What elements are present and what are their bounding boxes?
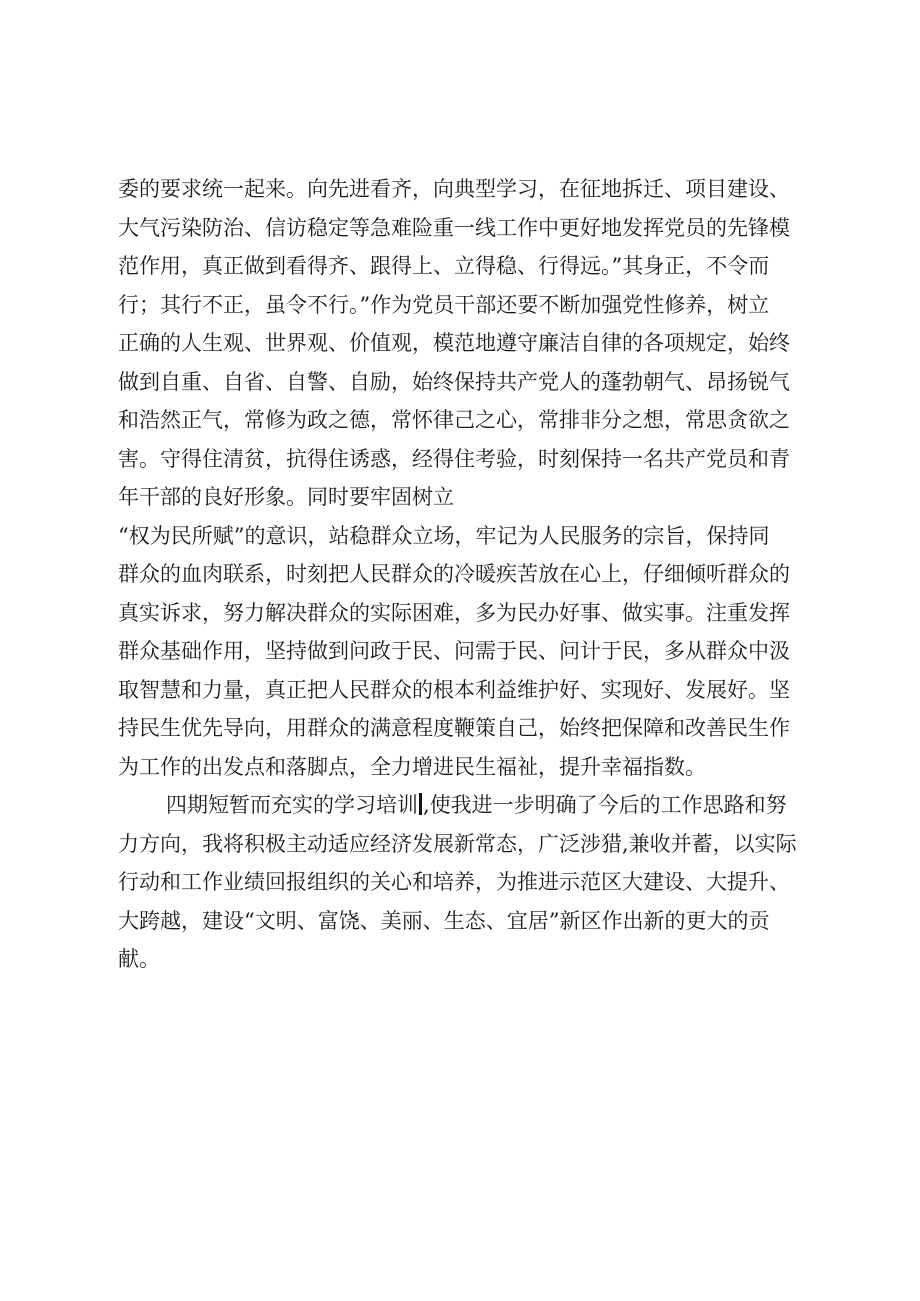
text-line: 大跨越，建设“文明、富饶、美丽、生态、宜居”新区作出新的更大的贡 (118, 908, 770, 933)
text-line: 年干部的良好形象。同时要牢固树立 (118, 485, 454, 509)
text-line: 持民生优先导向，用群众的满意程度鞭策自己，始终把保障和改善民生作 (118, 716, 790, 740)
paragraph-first-line[interactable] (118, 786, 818, 825)
text-before-cursor: 四期短暂而充实的学习培训 (166, 793, 418, 817)
text-line: 献。 (118, 947, 160, 971)
text-line: 行；其行不正，虽令不行。”作为党员干部还要不断加强党性修养，树立 (118, 292, 770, 317)
text-line: 群众基础作用，坚持做到问政于民、问需于民、问计于民，多从群众中汲 (118, 639, 790, 663)
text-line: 害。守得住清贫，抗得住诱惑，经得住考验，时刻保持一名共产党员和青 (118, 446, 790, 471)
document-body (118, 170, 818, 979)
text-cursor (419, 793, 422, 815)
text-line: 委的要求统一起来。向先进看齐，向典型学习，在征地拆迁、项目建设、 (118, 177, 790, 201)
text-line: 和浩然正气，常修为政之德，常怀律己之心，常排非分之想，常思贪欲之 (118, 408, 790, 432)
text-line: 行动和工作业绩回报组织的关心和培养，为推进示范区大建设、大提升、 (118, 870, 790, 894)
text-line: 群众的血肉联系，时刻把人民群众的冷暖疾苦放在心上，仔细倾听群众的 (118, 562, 790, 586)
text-line: 范作用，真正做到看得齐、跟得上、立得稳、行得远。”其身正，不令而 (118, 254, 770, 278)
text-line: 取智慧和力量，真正把人民群众的根本利益维护好、实现好、发展好。坚 (118, 677, 790, 702)
text-line: 大气污染防治、信访稳定等急难险重一线工作中更好地发挥党员的先锋模 (118, 215, 790, 240)
text-line: “权为民所赋”的意识，站稳群众立场，牢记为人民服务的宗旨，保持同 (118, 523, 770, 548)
text-after-cursor: ,使我进一步明确了今后的工作思路和努 (423, 793, 787, 817)
text-line: 力方向，我将积极主动适应经济发展新常态，广泛涉猎,兼收并蓄，以实际 (118, 831, 797, 856)
text-line: 真实诉求，努力解决群众的实际困难，多为民办好事、做实事。注重发挥 (118, 600, 790, 625)
text-line: 做到自重、自省、自警、自励，始终保持共产党人的蓬勃朝气、昂扬锐气 (118, 369, 790, 394)
text-line: 为工作的出发点和落脚点，全力增进民生福祉，提升幸福指数。 (118, 754, 706, 779)
text-line: 正确的人生观、世界观、价值观，模范地遵守廉洁自律的各项规定，始终 (118, 331, 790, 355)
